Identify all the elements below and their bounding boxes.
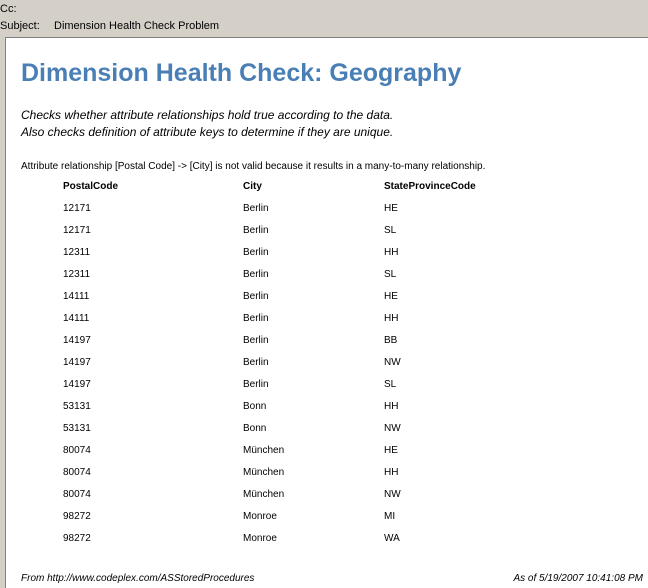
cell-stateprovincecode: SL (384, 378, 397, 390)
page-title: Dimension Health Check: Geography (21, 59, 462, 87)
cell-postalcode: 14197 (63, 334, 91, 346)
cell-stateprovincecode: HH (384, 466, 399, 478)
cell-postalcode: 53131 (63, 422, 91, 434)
cc-row (0, 3, 17, 15)
description-line-2: Also checks definition of attribute keys to determine if they are unique. (21, 125, 394, 139)
cell-stateprovincecode: HH (384, 246, 399, 258)
table-row (58, 461, 544, 483)
cell-city: München (243, 466, 285, 478)
cell-city: Monroe (243, 532, 277, 544)
column-header-postalcode: PostalCode (63, 180, 119, 192)
table-row (58, 307, 544, 329)
cell-city: Berlin (243, 334, 269, 346)
cell-city: Berlin (243, 268, 269, 280)
cell-postalcode: 98272 (63, 510, 91, 522)
table-row (58, 395, 544, 417)
cell-postalcode: 53131 (63, 400, 91, 412)
cell-city: Berlin (243, 378, 269, 390)
results-table (58, 175, 544, 549)
cell-stateprovincecode: HE (384, 290, 398, 302)
cell-postalcode: 14111 (63, 290, 90, 302)
table-row (58, 505, 544, 527)
cell-postalcode: 14197 (63, 378, 91, 390)
cell-postalcode: 12311 (63, 268, 91, 280)
cell-postalcode: 14111 (63, 312, 90, 324)
cell-city: Bonn (243, 422, 267, 434)
cell-city: München (243, 488, 285, 500)
cell-stateprovincecode: NW (384, 488, 401, 500)
table-row (58, 483, 544, 505)
cell-stateprovincecode: WA (384, 532, 400, 544)
cell-stateprovincecode: BB (384, 334, 398, 346)
table-row (58, 527, 544, 549)
cell-postalcode: 12171 (63, 202, 91, 214)
cell-city: Bonn (243, 400, 267, 412)
cell-stateprovincecode: SL (384, 268, 397, 280)
subject-label: Subject: (0, 20, 40, 32)
table-row (58, 417, 544, 439)
cell-stateprovincecode: MI (384, 510, 396, 522)
cell-postalcode: 80074 (63, 444, 91, 456)
table-row (58, 263, 544, 285)
table-row (58, 219, 544, 241)
footer-timestamp: As of 5/19/2007 10:41:08 PM (513, 573, 643, 584)
table-row (58, 351, 544, 373)
cell-postalcode: 80074 (63, 466, 91, 478)
table-row (58, 241, 544, 263)
cell-city: München (243, 444, 285, 456)
table-row (58, 329, 544, 351)
cell-stateprovincecode: NW (384, 422, 401, 434)
subject-value[interactable]: Dimension Health Check Problem (54, 20, 220, 32)
cell-city: Berlin (243, 202, 269, 214)
cell-postalcode: 98272 (63, 532, 91, 544)
cell-stateprovincecode: NW (384, 356, 401, 368)
cell-stateprovincecode: HH (384, 400, 399, 412)
cell-stateprovincecode: SL (384, 224, 397, 236)
validation-note: Attribute relationship [Postal Code] -> [City] is not valid because it results in a many-to-many relationship. (21, 161, 486, 172)
cell-city: Berlin (243, 312, 269, 324)
cell-city: Berlin (243, 246, 269, 258)
cell-stateprovincecode: HE (384, 202, 398, 214)
table-body (58, 197, 544, 549)
table-row (58, 373, 544, 395)
cell-city: Monroe (243, 510, 277, 522)
table-header-row (58, 175, 544, 197)
cell-postalcode: 80074 (63, 488, 91, 500)
cell-postalcode: 14197 (63, 356, 91, 368)
description-line-1: Checks whether attribute relationships hold true according to the data. (21, 108, 394, 122)
cell-city: Berlin (243, 356, 269, 368)
message-body (5, 37, 648, 588)
column-header-stateprovincecode: StateProvinceCode (384, 180, 476, 192)
footer-source: From http://www.codeplex.com/ASStoredProcedures (21, 573, 255, 584)
cell-postalcode: 12311 (63, 246, 91, 258)
cell-city: Berlin (243, 224, 269, 236)
table-row (58, 285, 544, 307)
cc-label: Cc: (0, 3, 17, 15)
cell-city: Berlin (243, 290, 269, 302)
subject-row (0, 20, 220, 32)
cell-stateprovincecode: HE (384, 444, 398, 456)
cell-postalcode: 12171 (63, 224, 91, 236)
table-row (58, 439, 544, 461)
table-row (58, 197, 544, 219)
column-header-city: City (243, 180, 262, 192)
cell-stateprovincecode: HH (384, 312, 399, 324)
